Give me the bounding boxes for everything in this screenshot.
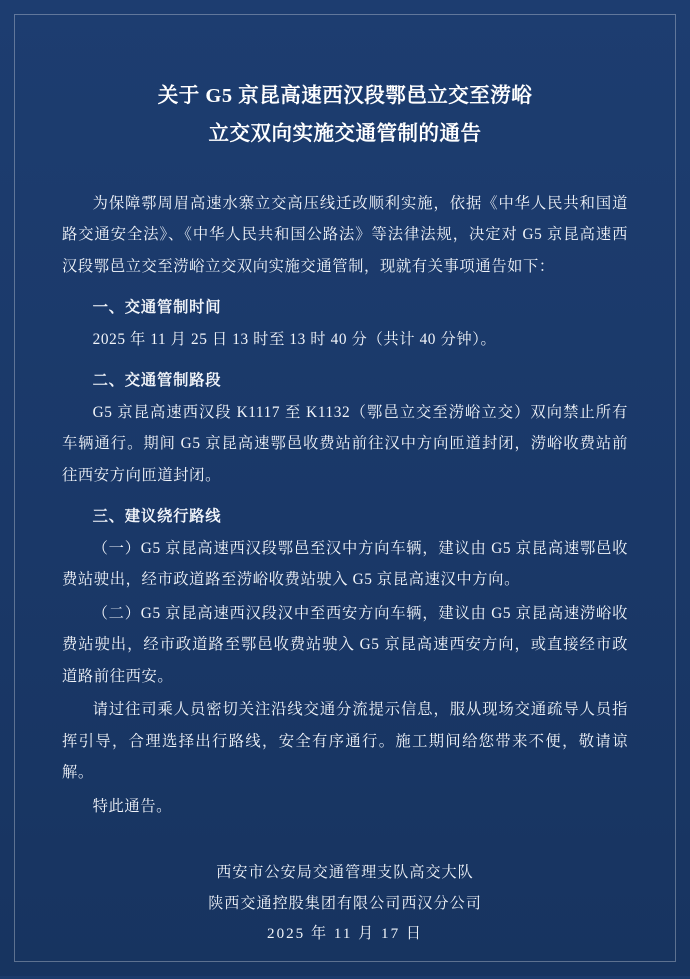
title-line-1: 关于 G5 京昆高速西汉段鄂邑立交至涝峪 [157, 85, 533, 107]
document-body [62, 188, 628, 823]
section-heading-2: 二、交通管制路段 [92, 372, 222, 390]
section-3-paragraph-2: （二）G5 京昆高速西汉段汉中至西安方向车辆，建议由 G5 京昆高速涝峪收费站驶出，经市政道路至鄂邑收费站驶入 G5 京昆高速西安方向，或直接经市政道路前往西安。 [62, 604, 628, 685]
section-2-paragraph-1: G5 京昆高速西汉段 K1117 至 K1132（鄂邑立交至涝峪立交）双向禁止所有车辆通行。期间 G5 京昆高速鄂邑收费站前往汉中方向匝道封闭，涝峪收费站前往西安方向匝道封闭。 [62, 403, 628, 484]
issuer-line-1: 西安市公安局交通管理支队高交大队 [216, 865, 474, 882]
title-line-2: 立交双向实施交通管制的通告 [208, 122, 482, 145]
issue-date: 2025 年 11 月 17 日 [267, 925, 423, 942]
intro-paragraph: 为保障鄠周眉高速水寨立交高压线迁改顺利实施，依据《中华人民共和国道路交通安全法》、《中华人民共和国公路法》等法律法规，决定对 G5 京昆高速西汉段鄂邑立交至涝峪立交双向实施交通管制，现就有关事项通告如下： [62, 194, 628, 275]
issuer-line-2: 陕西交通控股集团有限公司西汉分公司 [208, 895, 482, 912]
signature-block [62, 858, 628, 949]
closing-paragraph-1: 请过往司乘人员密切关注沿线交通分流提示信息，服从现场交通疏导人员指挥引导，合理选择出行路线，安全有序通行。施工期间给您带来不便，敬请谅解。 [62, 701, 628, 782]
section-3-paragraph-1: （一）G5 京昆高速西汉段鄂邑至汉中方向车辆，建议由 G5 京昆高速鄂邑收费站驶出，经市政道路至涝峪收费站驶入 G5 京昆高速汉中方向。 [62, 539, 628, 589]
closing-paragraph-2: 特此通告。 [92, 797, 173, 815]
document-title [62, 78, 628, 154]
section-heading-3: 三、建议绕行路线 [92, 508, 222, 526]
section-1-paragraph-1: 2025 年 11 月 25 日 13 时至 13 时 40 分（共计 40 分钟）。 [92, 330, 497, 348]
section-heading-1: 一、交通管制时间 [92, 299, 222, 317]
